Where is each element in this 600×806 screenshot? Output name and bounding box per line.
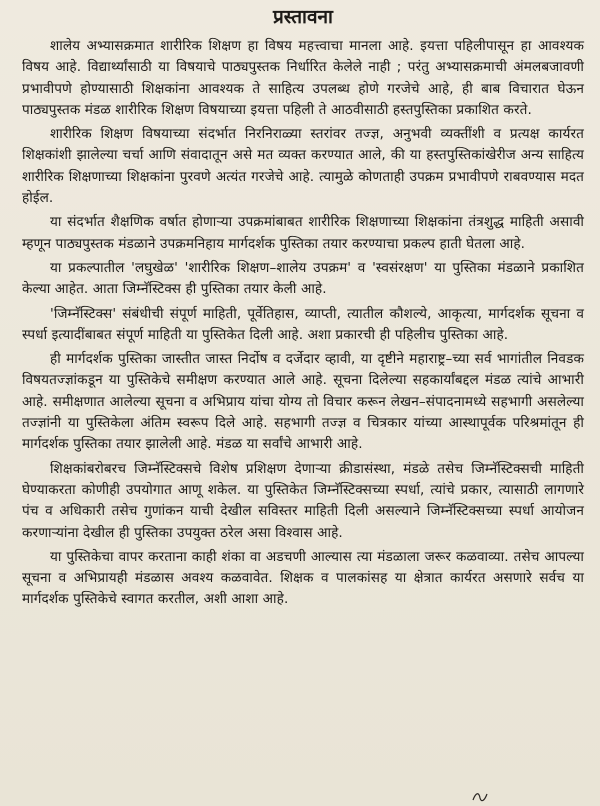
paragraph-4: या प्रकल्पातील 'लघुखेळ' 'शारीरिक शिक्षण–शालेय उपक्रम' व 'स्वसंरक्षण' या पुस्तिका मंडळाने प्रकाशित केल्या आहेत. आता जिम्नॅस्टिक्स ही पुस्तिका तयार केली आहे. xyxy=(22,259,584,298)
paragraph-1: शालेय अभ्यासक्रमात शारीरिक शिक्षण हा विषय महत्त्वाचा मानला आहे. इयत्ता पहिलीपासून हा आवश्यक विषय आहे. विद्यार्थ्यांसाठी या विषयाचे पाठ्यपुस्तक निर्धारित केलेले नाही ; परंतु अभ्यासक्रमाची अंमलबजावणी प्रभावीपणे होण्यासाठी शिक्षकांना आवश्यक ते साहित्य उपलब्ध होणे गरजेचे आहे, ही बाब विचारात घेऊन पाठ्यपुस्तक मंडळ शारीरिक शिक्षण विषयाच्या इयत्ता पहिली ते आठवीसाठी हस्तपुस्तिका प्रकाशित करते. xyxy=(22,38,584,118)
paragraph-6: ही मार्गदर्शक पुस्तिका जास्तीत जास्त निर्दोष व दर्जेदार व्हावी, या दृष्टीने महाराष्ट्र–च्या सर्व भागांतील निवडक विषयतज्ज्ञांकडून या पुस्तिकेचे समीक्षण करण्यात आले आहे. सूचना दिलेल्या सहकार्यांबद्दल मंडळ त्यांचे आभारी आहे. समीक्षणात आलेल्या सूचना व अभिप्राय यांचा योग्य तो विचार करून लेखन–संपादनामध्ये सहभागी असलेल्या तज्ज्ञांनी या पुस्तिकेला अंतिम स्वरूप दिले आहे. सहभागी तज्ज्ञ व चित्रकार यांच्या आस्थापूर्वक परिश्रमांतून ही मार्गदर्शक पुस्तिका तयार झालेली आहे. मंडळ या सर्वांचे आभारी आहे. xyxy=(22,351,584,453)
paragraph-8: या पुस्तिकेचा वापर करताना काही शंका वा अडचणी आल्यास त्या मंडळाला जरूर कळवाव्या. तसेच आपल्या सूचना व अभिप्रायही मंडळास अवश्य कळवावेत. शिक्षक व पालकांसह या क्षेत्रात कार्यरत असणारे सर्वच या मार्गदर्शक पुस्तिकेचे स्वागत करतील, अशी आशा आहे. xyxy=(22,548,584,608)
handwritten-mark xyxy=(470,790,490,804)
paragraph-5: 'जिम्नॅस्टिक्स' संबंधीची संपूर्ण माहिती, पूर्वेतिहास, व्याप्ती, त्यातील कौशल्ये, आकृत्या, मार्गदर्शक सूचना व स्पर्धा इत्यादींबाबत संपूर्ण माहिती या पुस्तिकेत दिली आहे. अशा प्रकारची ही पहिलीच पुस्तिका आहे. xyxy=(22,305,584,343)
paragraph-2: शारीरिक शिक्षण विषयाच्या संदर्भात निरनिराळ्या स्तरांवर तज्ज्ञ, अनुभवी व्यक्तींशी व प्रत्यक्ष कार्यरत शिक्षकांशी झालेल्या चर्चा आणि संवादातून असे मत व्यक्त करण्यात आले, की या हस्तपुस्तिकांखेरीज अन्य साहित्य शारीरिक शिक्षणाच्या शिक्षकांना पुरवणे अत्यंत गरजेचे आहे. त्यामुळे कोणताही उपक्रम प्रभावीपणे राबवण्यास मदत होईल. xyxy=(22,126,584,207)
paragraph-7: शिक्षकांबरोबरच जिम्नॅस्टिक्सचे विशेष प्रशिक्षण देणाऱ्या क्रीडासंस्था, मंडळे तसेच जिम्नॅस्टिक्सची माहिती घेण्याकरता कोणीही उपयोगात आणू शकेल. या पुस्तिकेत जिम्नॅस्टिक्सच्या स्पर्धा, त्यांचे प्रकार, त्यासाठी लागणारे पंच व अधिकारी तसेच गुणांकन याची देखील सविस्तर माहिती दिली असल्याने जिम्नॅस्टिक्सच्या स्पर्धा आयोजन करणाऱ्यांना देखील ही पुस्तिका उपयुक्त ठरेल असा विश्वास आहे. xyxy=(22,460,584,541)
page-title: प्रस्तावना xyxy=(273,6,333,28)
paragraph-3: या संदर्भात शैक्षणिक वर्षात होणाऱ्या उपक्रमांबाबत शारीरिक शिक्षणाच्या शिक्षकांना तंत्रशुद्ध माहिती असावी म्हणून पाठ्यपुस्तक मंडळाने उपक्रमनिहाय मार्गदर्शक पुस्तिका तयार करण्याचा प्रकल्प हाती घेतला आहे. xyxy=(22,214,584,252)
